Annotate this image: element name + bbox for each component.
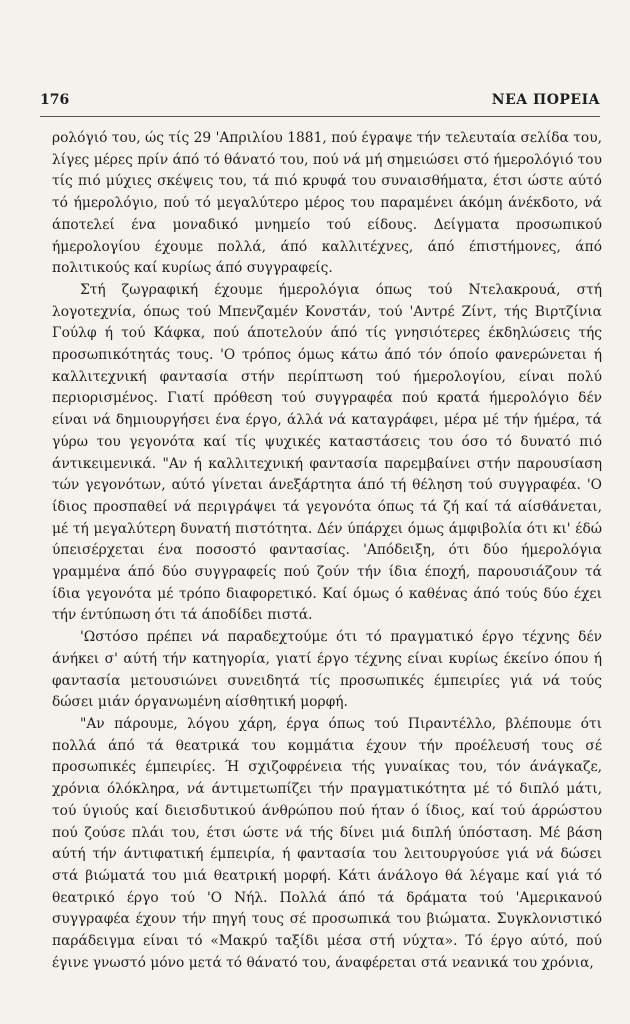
paragraph: 'Ωστόσο πρέπει νά παραδεχτούμε ότι τό πραγματικό έργο τέχνης δέν άνήκει σ' αύτή τήν κατηγορία, γιατί έργο τέχνης είναι κυρίως έκείνο όπου ή φαντασία μετουσιώνει συνειδητά τίς προσωπικές έμπειρίες γιά νά τούς δώσει μιάν όργανωμένη αίσθητική μορφή. [52, 629, 602, 711]
body-text [52, 128, 602, 974]
running-title: ΝΕΑ ΠΟΡΕΙΑ [491, 92, 600, 108]
page-number: 176 [40, 92, 70, 108]
paragraph: Στή ζωγραφική έχουμε ήμερολόγια όπως τού Ντελακρουά, στή λογοτεχνία, όπως τού Μπενζαμέν Κονστάν, τού 'Αντρέ Ζίντ, τής Βιρτζίνια Γούλφ ή τού Κάφκα, πού άποτελούν άπό τίς γνησιότερες έκδηλώσεις τής προσωπικότητάς τους. 'Ο τρόπος όμως κάτω άπό τόν όποίο φανερώνεται ή καλλιτεχνική φαντασία στήν περίπτωση τού ήμερολογίου, είναι πολύ περιορισμένος. Γιατί πρόθεση τού συγγραφέα πού κρατά ήμερολόγιο δέν είναι νά δημιουργήσει ένα έργο, άλλά νά καταγράφει, μέρα μέ τήν ήμέρα, τά γύρω του γεγονότα καί τίς ψυχικές καταστάσεις του όσο τό δυνατό πιό άντικειμενικά. "Αν ή καλλιτεχνική φαντασία παρεμβαίνει στήν παρουσίαση τών γεγονότων, αύτό γίνεται άνεξάρτητα άπό τή θέληση τού συγγραφέα. 'Ο ίδιος προσπαθεί νά περιγράψει τά γεγονότα όπως τά ζή καί τά αίσθάνεται, μέ τή μεγαλύτερη δυνατή πιστότητα. Δέν ύπάρχει όμως άμφιβολία ότι κι' έδώ ύπεισέρχεται ένα ποσοστό φαντασίας. 'Απόδειξη, ότι δύο ήμερολόγια γραμμένα άπό δύο συγγραφείς πού ζούν τήν ίδια έποχή, παρουσιάζουν τά ίδια γεγονότα μέ τρόπο διαφορετικό. Καί όμως ό καθένας άπό τούς δύο έχει τήν έντύπωση ότι τά άποδίδει πιστά. [52, 281, 602, 624]
paragraph: ρολόγιό του, ώς τίς 29 'Απριλίου 1881, πού έγραψε τήν τελευταία σελίδα του, λίγες μέρες πρίν άπό τό θάνατό του, πού νά μή σημειώσει στό ήμερολόγιό του τίς πιό μύχιες σκέψεις του, τά πιό κρυφά του συναισθήματα, έτσι ώστε αύτό τό ήμερολόγιο, πού τό μεγαλύτερο μέρος του παραμένει άκόμη άνέκδοτο, νά άποτελεί ένα μοναδικό μνημείο τού είδους. Δείγματα προσωπικού ήμερολογίου έχουμε πολλά, άπό καλλιτέχνες, άπό έπιστήμονες, άπό πολιτικούς καί κυρίως άπό συγγραφείς. [52, 130, 602, 277]
paragraph: "Αν πάρουμε, λόγου χάρη, έργα όπως τού Πιραντέλλο, βλέπουμε ότι πολλά άπό τά θεατρικά του κομμάτια έχουν τήν προέλευσή τους σέ προσωπικές έμπειρίες. Ή σχιζοφρένεια τής γυναίκας του, τόν άνάγκαζε, χρόνια όλόκληρα, νά άντιμετωπίζει τήν πραγματικότητα μέ τό διπλό μάτι, τού ύγιούς καί διεισδυτικού άνθρώπου πού ήταν ό ίδιος, καί τού άρρώστου πού ζούσε πλάι του, έτσι ώστε νά τής δίνει μιά διπλή ύπόσταση. Μέ βάση αύτή τήν άντιφατική έμπειρία, ή φαντασία του λειτουργούσε γιά νά δώσει στά βιώματά του μιά θεατρική μορφή. Κάτι άνάλογο θά λέγαμε καί γιά τό θεατρικό έργο τού 'Ο Νήλ. Πολλά άπό τά δράματα τού 'Αμερικανού συγγραφέα έχουν τήν πηγή τους σέ προσωπικά του βιώματα. Συγκλονιστικό παράδειγμα είναι τό «Μακρύ ταξίδι μέσα στή νύχτα». Τό έργο αύτό, πού έγινε γνωστό μόνο μετά τό θάνατό του, άναφέρεται στά νεανικά του χρόνια, [52, 715, 602, 971]
page-header [40, 92, 600, 117]
